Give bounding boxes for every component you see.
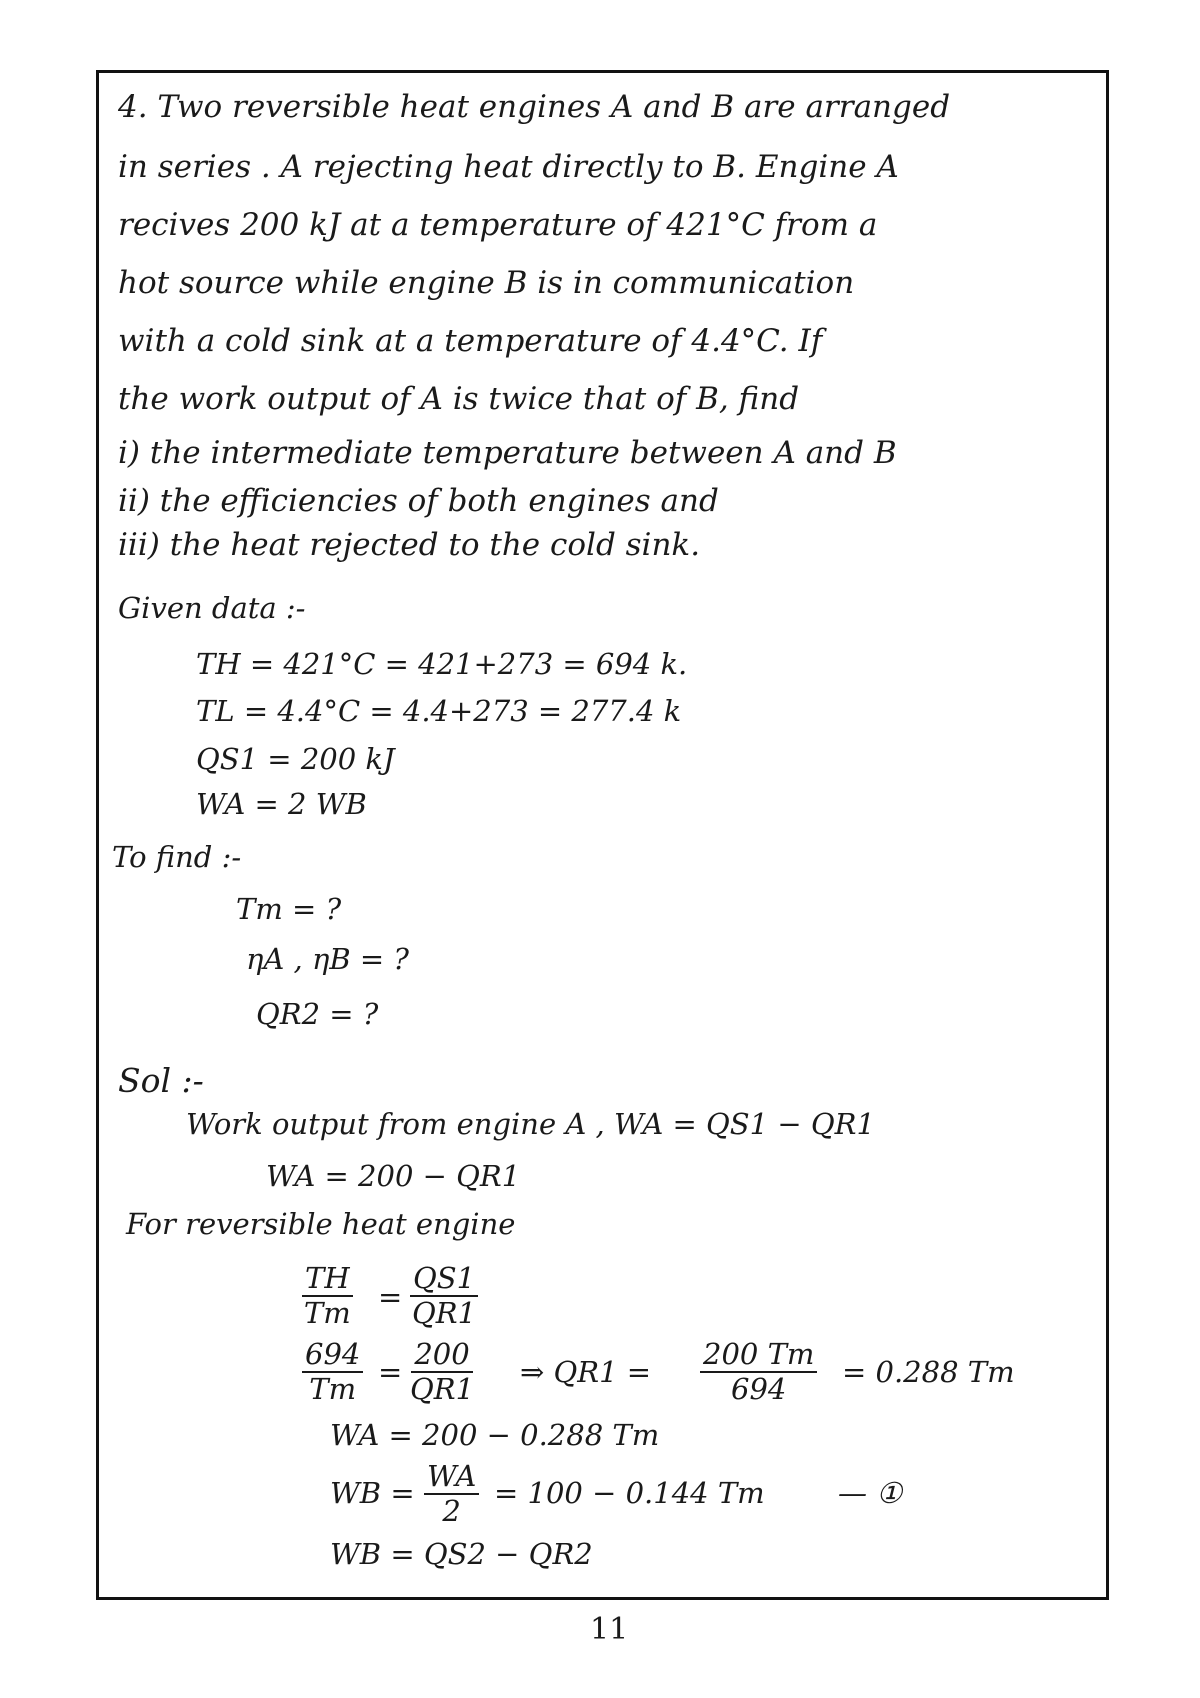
wb-label: WB = <box>330 1476 415 1510</box>
given-th: TH = 421°C = 421+273 = 694 k. <box>196 647 688 681</box>
fraction-denominator: Tm <box>303 1296 351 1331</box>
problem-line-4: hot source while engine B is in communication <box>118 265 855 301</box>
page-number: 11 <box>590 1612 629 1647</box>
solution-heading: Sol :- <box>118 1061 204 1100</box>
fraction-200tm-694 <box>700 1338 817 1407</box>
problem-line-2: in series . A rejecting heat directly to B. Engine A <box>118 149 899 185</box>
solution-line-3: For reversible heat engine <box>126 1207 516 1241</box>
solution-line-1: Work output from engine A , WA = QS1 − QR1 <box>186 1107 875 1141</box>
find-qr2: QR2 = ? <box>256 997 379 1031</box>
fraction-denominator: Tm <box>309 1372 357 1407</box>
fraction-wa-2 <box>424 1460 479 1529</box>
find-heading: To find :- <box>112 840 242 874</box>
fraction-qs1-qr1 <box>410 1262 478 1331</box>
find-efficiencies: ηA , ηB = ? <box>246 942 409 976</box>
fraction-numerator: WA <box>424 1460 479 1495</box>
equation-marker: — ① <box>838 1476 903 1510</box>
wb-result: = 100 − 0.144 Tm <box>494 1476 765 1510</box>
given-tl: TL = 4.4°C = 4.4+273 = 277.4 k <box>196 694 682 728</box>
fraction-denominator: 694 <box>731 1372 787 1407</box>
problem-line-3: recives 200 kJ at a temperature of 421°C from a <box>118 207 878 243</box>
given-qs1: QS1 = 200 kJ <box>196 742 395 776</box>
problem-line-1: 4. Two reversible heat engines A and B are arranged <box>118 89 951 125</box>
problem-line-9: iii) the heat rejected to the cold sink. <box>118 527 701 563</box>
fraction-numerator: 694 <box>302 1338 363 1373</box>
solution-line-2: WA = 200 − QR1 <box>266 1159 521 1193</box>
fraction-200-qr1 <box>410 1338 474 1407</box>
fraction-denominator: QR1 <box>410 1372 475 1407</box>
fraction-denominator: QR1 <box>412 1296 477 1331</box>
problem-line-7: i) the intermediate temperature between A and B <box>118 435 897 471</box>
problem-line-8: ii) the efficiencies of both engines and <box>118 483 719 519</box>
problem-line-5: with a cold sink at a temperature of 4.4°C. If <box>118 323 823 359</box>
fraction-numerator: 200 <box>411 1338 472 1373</box>
equals-sign: = <box>378 1280 403 1314</box>
implies-qr1: ⇒ QR1 = <box>520 1355 652 1389</box>
equals-sign: = <box>378 1355 403 1389</box>
given-heading: Given data :- <box>118 591 306 625</box>
fraction-numerator: QS1 <box>410 1262 478 1297</box>
solution-line-6: WB = QS2 − QR2 <box>330 1537 593 1571</box>
find-tm: Tm = ? <box>236 892 342 926</box>
solution-line-4: WA = 200 − 0.288 Tm <box>330 1418 660 1452</box>
fraction-numerator: 200 Tm <box>700 1338 817 1373</box>
given-wa: WA = 2 WB <box>196 787 367 821</box>
fraction-th-tm <box>302 1262 353 1331</box>
fraction-numerator: TH <box>302 1262 353 1297</box>
problem-line-6: the work output of A is twice that of B, find <box>118 381 800 417</box>
fraction-694-tm <box>302 1338 363 1407</box>
fraction-denominator: 2 <box>442 1494 461 1529</box>
qr1-result: = 0.288 Tm <box>842 1355 1015 1389</box>
